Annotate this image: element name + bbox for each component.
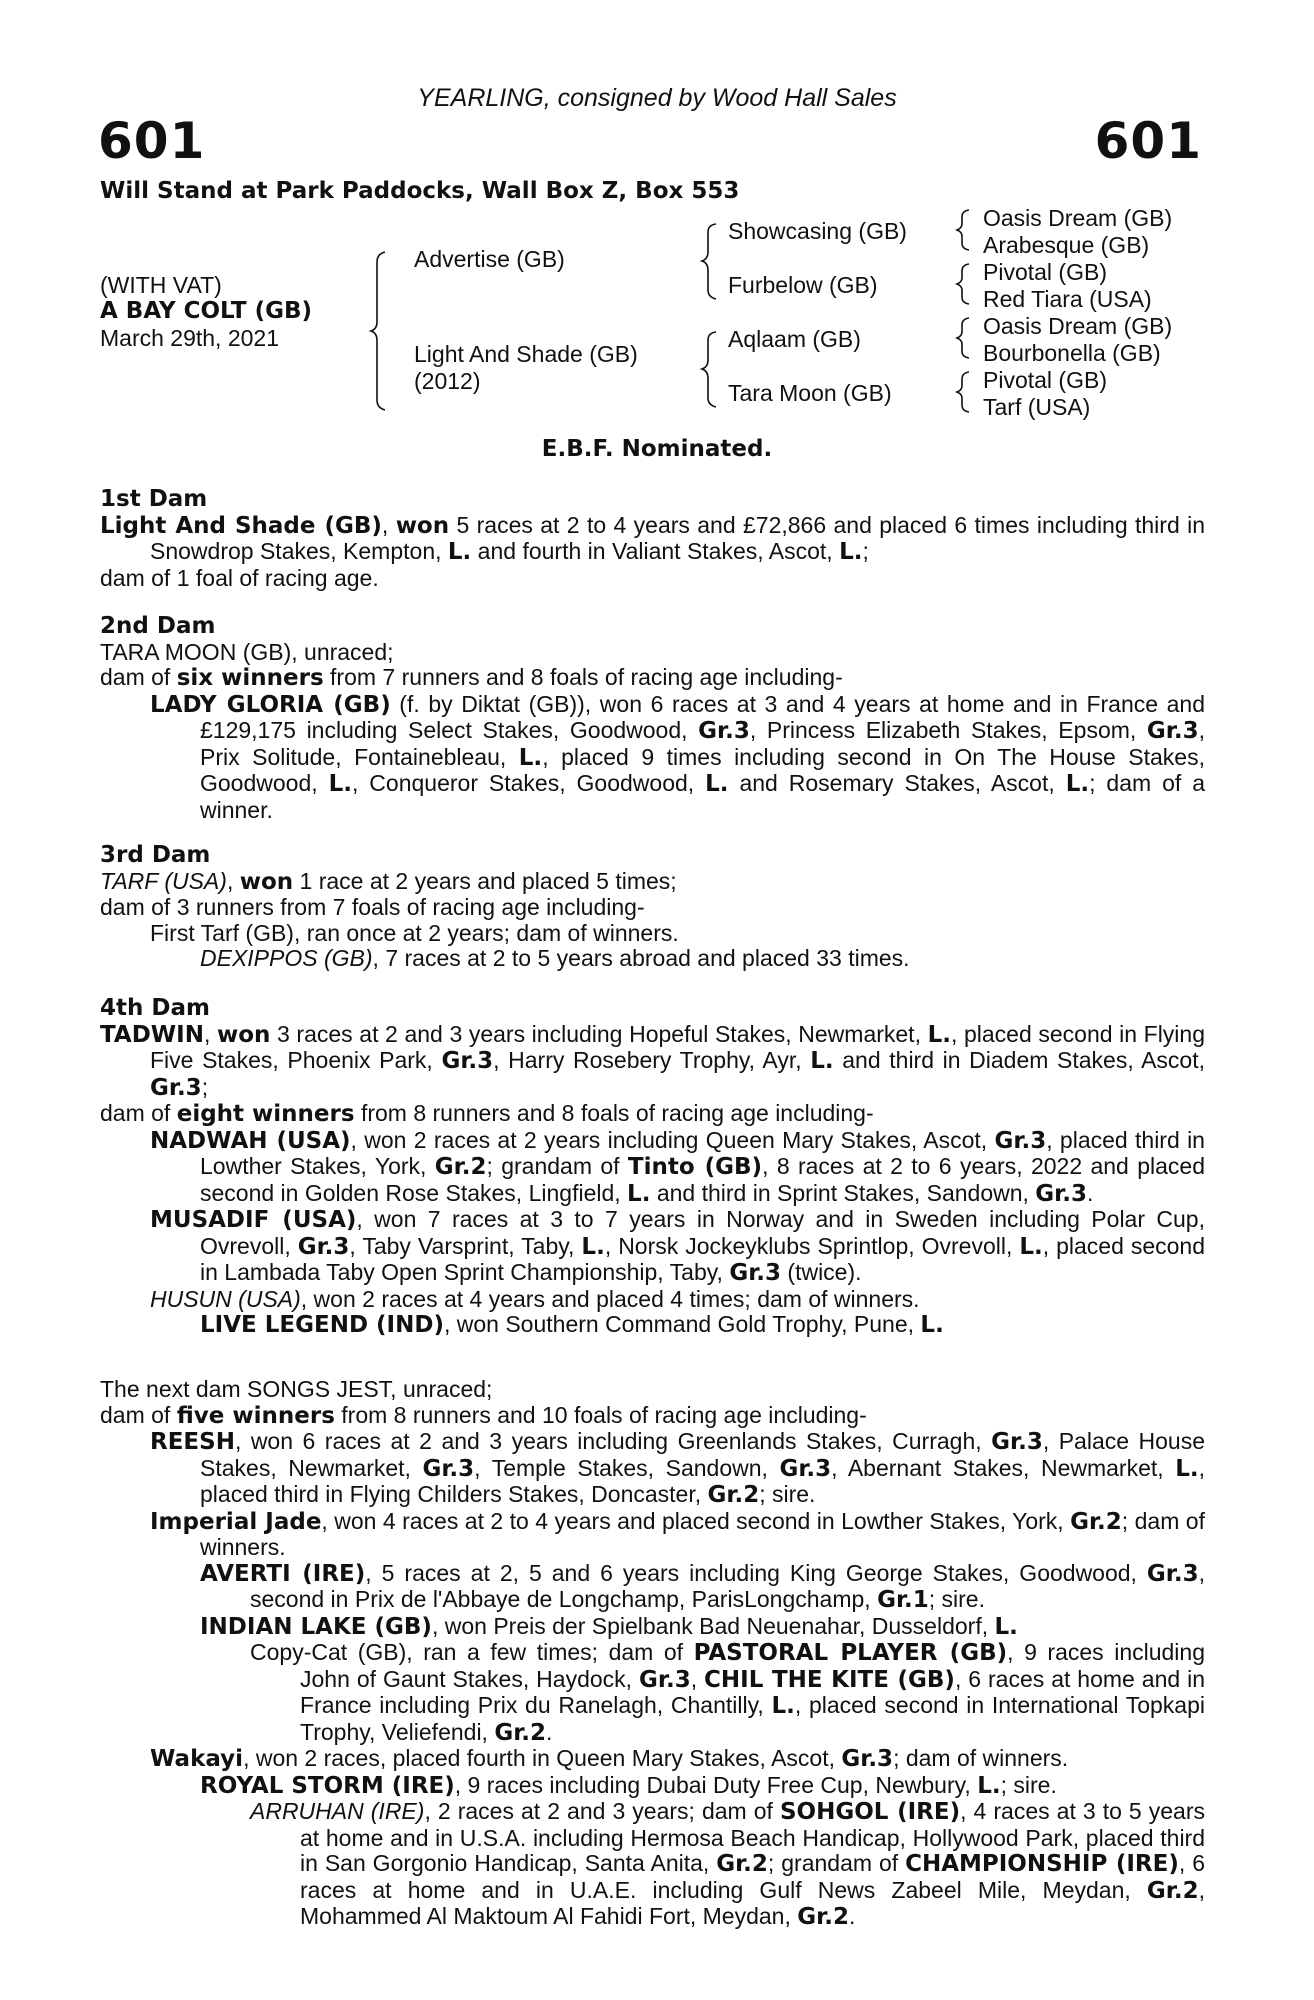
next-dam-section (100, 1377, 1205, 1931)
progeny-name: Imperial Jade (150, 1508, 322, 1535)
listed-label: L. (927, 1021, 951, 1048)
fourth-dam-produce (100, 1101, 1205, 1128)
record-text: . (546, 1718, 553, 1745)
record-text: and third in Diadem Stakes, Ascot, (833, 1047, 1205, 1073)
pedigree-ssd: Arabesque (GB) (983, 232, 1150, 258)
listed-label: L. (518, 744, 543, 771)
progeny-name: ARRUHAN (IRE) (250, 1798, 425, 1824)
group-label: Gr.3 (1146, 1560, 1199, 1587)
pedigree-dam-year: (2012) (414, 368, 481, 394)
next-dam-line: The next dam SONGS JEST, unraced; (100, 1376, 493, 1402)
record-text: ; grandam of (767, 1850, 906, 1876)
group-label: Gr.2 (797, 1904, 849, 1930)
record-text: ; sire. (928, 1586, 985, 1612)
pedigree-bracket-ss (957, 208, 977, 252)
progeny-name: LIVE LEGEND (IND) (200, 1312, 444, 1338)
record-text: , placed second in Lambada Taby Open Sprint Championship, Taby, (200, 1232, 1205, 1285)
group-label: Gr.3 (729, 1260, 782, 1286)
record-text: , won Preis der Spielbank Bad Neuenahar, Dusseldorf, (431, 1612, 995, 1639)
record-text: , Abernant Stakes, Newmarket, (831, 1454, 1176, 1481)
record-text: , won 2 races at 4 years and placed 4 times; dam of winners. (300, 1285, 920, 1312)
pedigree-dd: Tara Moon (GB) (728, 380, 892, 406)
record-text: , (690, 1665, 705, 1692)
pedigree-bracket-ds (957, 316, 977, 360)
record-text: , Temple Stakes, Sandown, (474, 1454, 780, 1481)
record-text: . (848, 1903, 856, 1929)
horse-foaled: March 29th, 2021 (100, 325, 280, 351)
record-text: . (1086, 1179, 1094, 1206)
pedigree-sire: Advertise (GB) (414, 246, 565, 272)
pedigree-bracket-sd (957, 262, 977, 306)
stand-location: Will Stand at Park Paddocks, Wall Box Z, Box 553 (100, 178, 740, 204)
record-text: , Mohammed Al Maktoum Al Fahidi Fort, Meydan, (300, 1876, 1205, 1929)
pedigree-bracket-sire (704, 222, 724, 302)
record-text: , won 2 races, placed fourth in Queen Mary Stakes, Ascot, (243, 1745, 842, 1771)
group-label: Gr.3 (441, 1048, 494, 1074)
record-text: Copy-Cat (GB), ran a few times; dam of (250, 1639, 694, 1665)
record-text: , second in Prix de l'Abbaye de Longchamp, ParisLongchamp, (250, 1559, 1205, 1612)
record-text: dam of (100, 664, 177, 690)
record-text: , placed second in Flying Five Stakes, Phoenix Park, (150, 1020, 1205, 1073)
pedigree-ds: Aqlaam (GB) (728, 326, 861, 352)
group-label: Gr.3 (698, 718, 750, 744)
progeny-name: NADWAH (USA) (150, 1127, 351, 1154)
record-text: , 8 races at 2 to 6 years, 2022 and placed second in Golden Rose Stakes, Lingfield, (200, 1153, 1205, 1206)
group-label: Gr.2 (494, 1719, 547, 1746)
record-text: from 8 runners and 8 foals of racing age including- (354, 1100, 874, 1126)
third-dam-produce: dam of 3 runners from 7 foals of racing age including- (100, 894, 645, 920)
listed-label: L. (771, 1693, 795, 1719)
progeny-name: Wakayi (150, 1746, 244, 1772)
third-dam-heading: 3rd Dam (100, 842, 211, 868)
record-text: (f. by Diktat (GB)), won 6 races at 3 and 4 years at home and in France and £129,175 including Select Stakes, Goodwood, (200, 690, 1206, 743)
record-text: ; grandam of (486, 1153, 628, 1179)
progeny-name: MUSADIF (USA) (150, 1207, 357, 1233)
lady-gloria-record (100, 692, 1205, 824)
record-text: from 8 runners and 10 foals of racing age including- (334, 1401, 867, 1428)
record-text: 3 races at 2 and 3 years including Hopeful Stakes, Newmarket, (270, 1020, 928, 1047)
record-text: , (226, 867, 240, 894)
listed-label: L. (994, 1613, 1018, 1640)
listed-label: L. (1019, 1233, 1043, 1260)
fourth-dam-heading: 4th Dam (100, 995, 210, 1021)
fourth-dam-name: TADWIN (100, 1021, 204, 1048)
progeny-name: PASTORAL PLAYER (GB) (693, 1640, 1008, 1666)
pedigree-bracket-main (373, 250, 393, 412)
second-dam-section (100, 614, 1205, 823)
record-text: and Rosemary Stakes, Ascot, (728, 770, 1066, 796)
next-dam-produce (100, 1403, 1205, 1430)
group-label: Gr.2 (716, 1851, 768, 1877)
record-text: and third in Sprint Stakes, Sandown, (650, 1179, 1036, 1206)
record-text: ; dam of winners. (893, 1745, 1069, 1771)
record-text: dam of (100, 1401, 177, 1428)
group-label: Gr.2 (1070, 1508, 1122, 1535)
record-text: ; (862, 538, 869, 564)
second-dam-produce (100, 665, 1205, 692)
winners-count: six winners (176, 665, 324, 691)
live-legend-record (100, 1312, 1205, 1339)
progeny-name: CHIL THE KITE (GB) (704, 1666, 955, 1693)
listed-label: L. (581, 1233, 605, 1260)
vat-note: (WITH VAT) (100, 272, 222, 298)
group-label: Gr.3 (639, 1666, 691, 1693)
group-label: Gr.1 (877, 1587, 929, 1613)
record-text: , 5 races at 2, 5 and 6 years including King George Stakes, Goodwood, (365, 1559, 1147, 1586)
group-label: Gr.3 (422, 1455, 475, 1482)
group-label: Gr.2 (707, 1482, 760, 1508)
ebf-nomination: E.B.F. Nominated. (541, 436, 773, 462)
listed-label: L. (920, 1312, 944, 1338)
third-dam-record (100, 869, 1205, 896)
first-dam-name: Light And Shade (GB) (100, 512, 382, 539)
progeny-name: HUSUN (USA) (150, 1285, 301, 1312)
listed-label: L. (977, 1772, 1001, 1799)
group-label: Gr.3 (150, 1074, 202, 1101)
listed-label: L. (627, 1180, 651, 1207)
fourth-dam-section (100, 996, 1205, 1339)
progeny-name: Tinto (GB) (627, 1154, 763, 1180)
won-label: won (239, 868, 294, 895)
pedigree-dss: Oasis Dream (GB) (983, 313, 1173, 339)
record-text: ; (201, 1073, 209, 1100)
listed-label: L. (447, 539, 472, 565)
pedigree-sdd: Red Tiara (USA) (983, 286, 1152, 312)
musadif-record (100, 1207, 1205, 1287)
record-text: ; dam of a winner. (200, 770, 1205, 823)
group-label: Gr.3 (841, 1746, 894, 1772)
record-text: , Conqueror Stakes, Goodwood, (351, 770, 706, 796)
progeny-name: DEXIPPOS (GB) (200, 945, 373, 971)
pedigree-dds: Pivotal (GB) (983, 367, 1107, 393)
pedigree-dsd: Bourbonella (GB) (983, 340, 1161, 366)
averti-record (100, 1561, 1205, 1614)
progeny-name: CHAMPIONSHIP (IRE) (905, 1851, 1179, 1877)
progeny-name: AVERTI (IRE) (200, 1560, 366, 1587)
record-text: , placed 9 times including second in On The House Stakes, Goodwood, (200, 743, 1205, 796)
record-text: , won 4 races at 2 to 4 years and placed second in Lowther Stakes, York, (321, 1507, 1071, 1534)
record-text: , Princess Elizabeth Stakes, Epsom, (749, 717, 1147, 743)
dexippos-record (100, 946, 1205, 972)
first-dam-section (100, 487, 1205, 591)
group-label: Gr.2 (1146, 1877, 1199, 1904)
record-text: , 2 races at 2 and 3 years; dam of (424, 1798, 780, 1824)
pedigree-sds: Pivotal (GB) (983, 259, 1107, 285)
progeny-name: REESH (150, 1429, 235, 1455)
pedigree-ddd: Tarf (USA) (983, 394, 1091, 420)
pedigree-sss: Oasis Dream (GB) (983, 205, 1173, 231)
record-text: (twice). (781, 1259, 862, 1285)
pedigree-dam: Light And Shade (GB) (414, 341, 638, 367)
pedigree-ss: Showcasing (GB) (728, 218, 907, 244)
record-text: , Taby Varsprint, Taby, (349, 1232, 582, 1259)
pedigree-bracket-dd (957, 370, 977, 414)
won-label: won (216, 1021, 271, 1048)
progeny-name: ROYAL STORM (IRE) (200, 1772, 455, 1799)
record-text: and fourth in Valiant Stakes, Ascot, (471, 538, 840, 564)
listed-label: L. (810, 1048, 834, 1074)
third-dam-name: TARF (USA) (100, 867, 227, 894)
reesh-record (100, 1429, 1205, 1509)
group-label: Gr.2 (434, 1154, 487, 1180)
winners-count: eight winners (176, 1101, 355, 1127)
record-text: ; dam of winners. (200, 1507, 1205, 1560)
record-text: , 9 races including John of Gaunt Stakes, Haydock, (300, 1639, 1206, 1692)
group-label: Gr.3 (1035, 1180, 1087, 1207)
record-text: from 7 runners and 8 foals of racing age including- (323, 664, 843, 690)
record-text: , 7 races at 2 to 5 years abroad and placed 33 times. (372, 945, 910, 971)
record-text: 5 races at 2 to 4 years and £72,866 and placed 6 times including third in Snowdrop Stakes, Kempton, (150, 511, 1206, 564)
second-dam-line: TARA MOON (GB), unraced; (100, 638, 394, 665)
record-text: ; sire. (759, 1481, 816, 1507)
third-dam-section (100, 843, 1205, 972)
record-text: , 9 races including Dubai Duty Free Cup, Newbury, (454, 1771, 978, 1798)
listed-label: L. (1175, 1455, 1199, 1482)
won-label: won (395, 512, 450, 539)
record-text: , Prix Solitude, Fontainebleau, (200, 717, 1205, 770)
pedigree-sd: Furbelow (GB) (728, 272, 878, 298)
progeny-name: SOHGOL (IRE) (779, 1799, 961, 1825)
record-text: , won Southern Command Gold Trophy, Pune, (443, 1311, 921, 1337)
royal-storm-record (100, 1773, 1205, 1800)
first-dam-record: Light And Shade (GB), won 5 races at 2 to 4 years and £72,866 and placed 6 times including third in Snowdrop Stakes, Kempton, L. and fourth in Valiant Stakes, Ascot, L.; (100, 511, 1206, 565)
lot-number-left: 601 (98, 112, 206, 170)
wakayi-record (100, 1746, 1205, 1773)
record-text: , won 7 races at 3 to 7 years in Norway and in Sweden including Polar Cup, Ovrevoll, (200, 1206, 1205, 1259)
pedigree-bracket-dam (704, 330, 724, 410)
listed-label: L. (1065, 771, 1090, 797)
lot-number-right: 601 (1094, 112, 1202, 170)
imperial-jade-record (100, 1509, 1205, 1561)
listed-label: L. (705, 771, 729, 797)
record-text: , placed third in Flying Childers Stakes, Doncaster, (200, 1454, 1205, 1507)
copy-cat-record (100, 1640, 1205, 1746)
listed-label: L. (328, 771, 352, 797)
fourth-dam-record (100, 1022, 1205, 1102)
first-tarf-record: First Tarf (GB), ran once at 2 years; dam of winners. (150, 919, 679, 946)
record-text: , 6 races at home and in France including Prix du Ranelagh, Chantilly, (300, 1665, 1206, 1718)
consignment-line: YEARLING, consigned by Wood Hall Sales (417, 84, 897, 112)
group-label: Gr.3 (994, 1127, 1047, 1154)
indian-lake-record (100, 1614, 1205, 1641)
record-text: , 4 races at 3 to 5 years at home and in U.S.A. including Hermosa Beach Handicap, Hollywood Park, placed third in San Gorgonio Handicap, Santa Anita, (300, 1798, 1206, 1876)
record-text: , won 2 races at 2 years including Queen Mary Stakes, Ascot, (350, 1126, 995, 1153)
record-text: , placed third in Lowther Stakes, York, (200, 1126, 1205, 1179)
record-text: , Norsk Jockeyklubs Sprintlop, Ovrevoll, (604, 1232, 1020, 1259)
nadwah-record (100, 1128, 1205, 1208)
group-label: Gr.3 (1146, 718, 1199, 744)
first-dam-foals: dam of 1 foal of racing age. (100, 564, 379, 591)
group-label: Gr.3 (779, 1455, 832, 1482)
record-text: dam of (100, 1100, 177, 1126)
record-text: , Harry Rosebery Trophy, Ayr, (493, 1047, 811, 1073)
record-text: , Palace House Stakes, Newmarket, (200, 1428, 1205, 1481)
second-dam-heading: 2nd Dam (100, 613, 216, 639)
record-text: ; sire. (1000, 1771, 1057, 1798)
listed-label: L. (839, 539, 863, 565)
first-dam-heading: 1st Dam (100, 486, 208, 512)
group-label: Gr.3 (991, 1429, 1043, 1455)
horse-name: A BAY COLT (GB) (100, 298, 313, 324)
winners-count: five winners (176, 1402, 335, 1429)
progeny-name: LADY GLORIA (GB) (150, 691, 391, 718)
record-text: , 6 races at home and in U.A.E. including Gulf News Zabeel Mile, Meydan, (300, 1850, 1205, 1903)
record-text: , (203, 1020, 217, 1047)
husun-record (100, 1287, 1205, 1313)
record-text: , placed second in International Topkapi Trophy, Veliefendi, (300, 1692, 1205, 1745)
progeny-name: INDIAN LAKE (GB) (200, 1613, 432, 1640)
arruhan-record (100, 1799, 1205, 1931)
record-text: , won 6 races at 2 and 3 years including Greenlands Stakes, Curragh, (234, 1428, 992, 1454)
record-text: 1 race at 2 years and placed 5 times; (293, 867, 677, 894)
group-label: Gr.3 (297, 1233, 350, 1260)
